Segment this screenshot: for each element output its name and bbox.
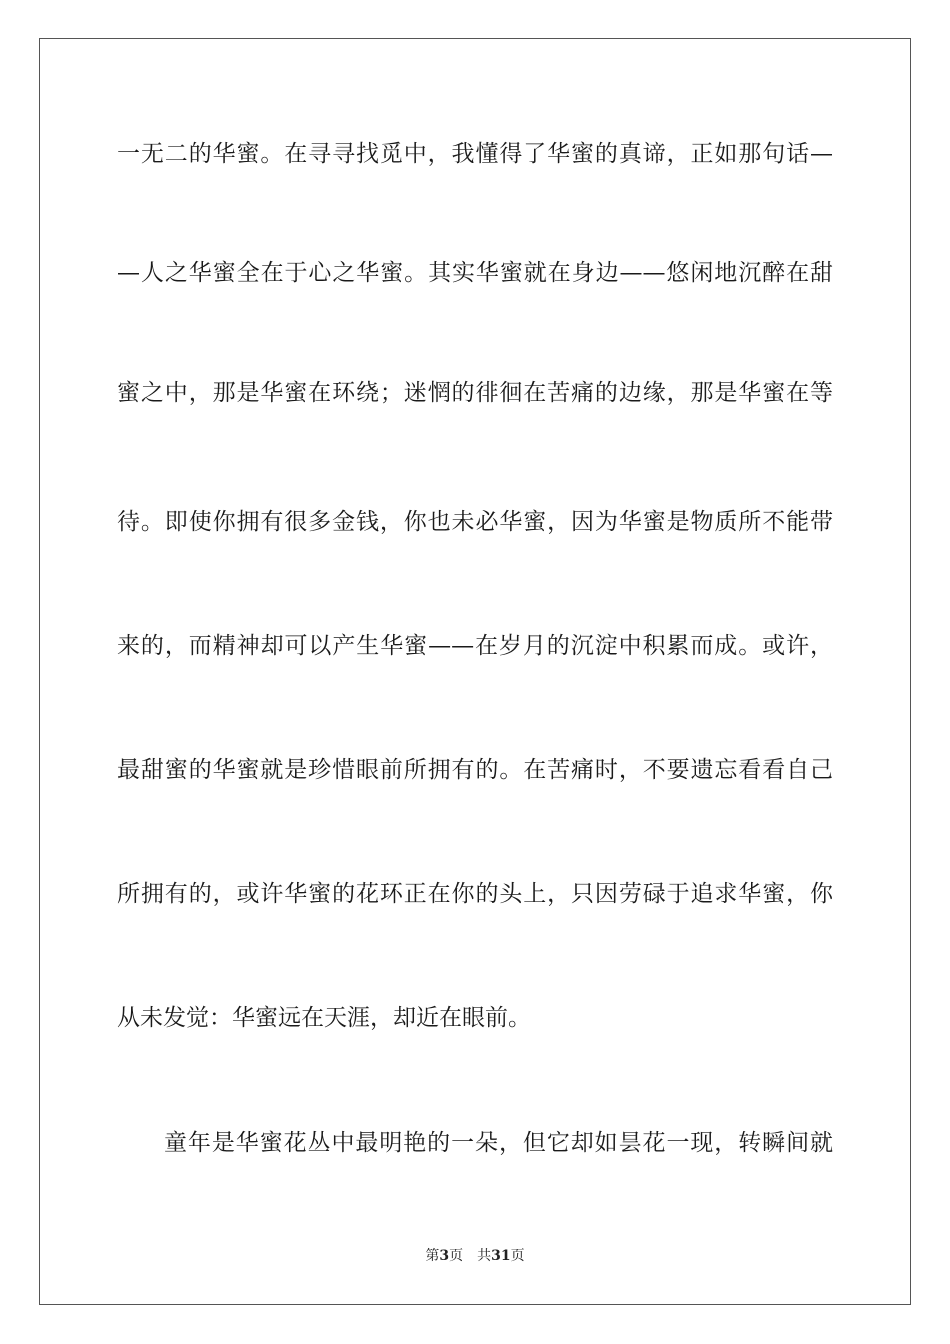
paragraph-line-3: 蜜之中，那是华蜜在环绕；迷惘的徘徊在苦痛的边缘，那是华蜜在等 [117,380,833,406]
footer-page-number: 3 [439,1248,450,1264]
paragraph-line-1: 一无二的华蜜。在寻寻找觅中，我懂得了华蜜的真谛，正如那句话— [117,141,833,167]
page-footer [0,1247,950,1265]
paragraph-line-7: 所拥有的，或许华蜜的花环正在你的头上，只因劳碌于追求华蜜，你 [117,881,833,907]
paragraph-line-4: 待。即使你拥有很多金钱，你也未必华蜜，因为华蜜是物质所不能带 [117,509,833,535]
paragraph-line-9: 童年是华蜜花丛中最明艳的一朵，但它却如昙花一现，转瞬间就 [164,1130,833,1156]
footer-page-suffix: 页 [449,1248,464,1264]
footer-total-prefix: 共 [477,1248,492,1264]
paragraph-line-6: 最甜蜜的华蜜就是珍惜眼前所拥有的。在苦痛时，不要遗忘看看自己 [117,757,833,783]
footer-page-prefix: 第 [425,1248,440,1264]
paragraph-line-8: 从未发觉：华蜜远在天涯，却近在眼前。 [117,1005,531,1031]
paragraph-line-2: —人之华蜜全在于心之华蜜。其实华蜜就在身边——悠闲地沉醉在甜 [117,260,833,286]
paragraph-line-5: 来的，而精神却可以产生华蜜——在岁月的沉淀中积累而成。或许， [117,633,833,659]
page-border [39,38,911,1305]
footer-total-number: 31 [491,1248,511,1264]
footer-total-suffix: 页 [510,1248,525,1264]
